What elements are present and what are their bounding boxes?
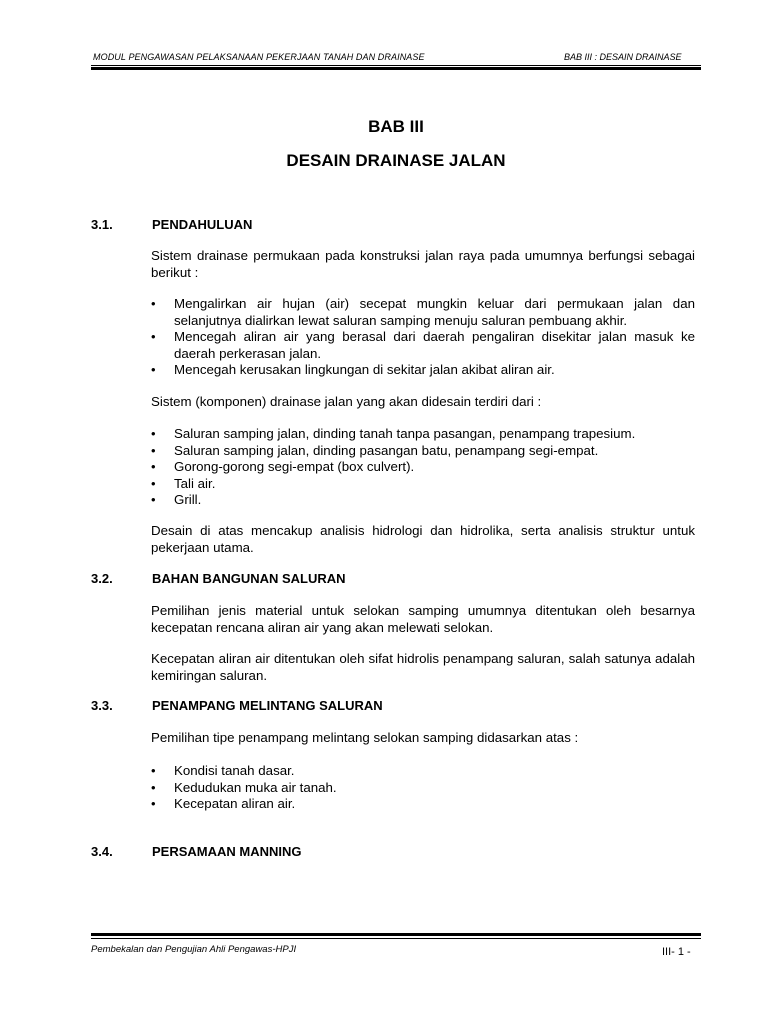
list-item — [151, 459, 695, 476]
footer-organization: Pembekalan dan Pengujian Ahli Pengawas-HPJI — [91, 944, 297, 955]
list-item-text: Kedudukan muka air tanah. — [174, 779, 337, 795]
list-item — [151, 780, 695, 797]
bullet-icon: • — [151, 796, 156, 811]
header-chapter-label: BAB III : DESAIN DRAINASE — [564, 52, 682, 62]
list-item-text: Kecepatan aliran air. — [174, 796, 296, 811]
bullet-icon: • — [151, 492, 156, 507]
paragraph: Pemilihan jenis material untuk selokan samping umumnya ditentukan oleh besarnya kecepatan rencana aliran air yang akan melewati selokan. — [151, 603, 695, 635]
list-item-text: Grill. — [174, 492, 202, 507]
bullet-icon: • — [151, 296, 156, 311]
list-item — [151, 492, 695, 509]
list-item — [151, 296, 695, 329]
bullet-icon: • — [151, 362, 156, 377]
bullet-icon: • — [151, 426, 156, 441]
paragraph: Desain di atas mencakup analisis hidrologi dan hidrolika, serta analisis struktur untuk pekerjaan utama. — [151, 523, 695, 555]
list-item-text: Kondisi tanah dasar. — [174, 763, 295, 778]
list-item — [151, 362, 695, 379]
list-item — [151, 426, 695, 443]
bullet-icon: • — [151, 475, 156, 491]
paragraph: Kecepatan aliran air ditentukan oleh sifat hidrolis penampang saluran, salah satunya adalah kemiringan saluran. — [151, 651, 695, 683]
section-number: 3.1. — [91, 217, 113, 232]
section-title: BAHAN BANGUNAN SALURAN — [152, 571, 346, 586]
list-item-text: Mencegah kerusakan lingkungan di sekitar jalan akibat aliran air. — [174, 362, 555, 377]
list-item — [151, 443, 695, 460]
header-rule-thick — [91, 67, 701, 70]
section-number: 3.2. — [91, 571, 113, 586]
list-item-text: Mengalirkan air hujan (air) secepat mungkin keluar dari permukaan jalan dan selanjutnya dialirkan lewat saluran samping menuju saluran pembuang akhir. — [174, 296, 695, 328]
paragraph: Pemilihan tipe penampang melintang selokan samping didasarkan atas : — [151, 730, 579, 745]
paragraph: Sistem drainase permukaan pada konstruksi jalan raya pada umumnya berfungsi sebagai berikut : — [151, 248, 695, 280]
bullet-icon: • — [151, 779, 156, 795]
bullet-icon: • — [151, 329, 156, 344]
list-item — [151, 329, 695, 362]
section-number: 3.4. — [91, 844, 113, 859]
list-item-text: Saluran samping jalan, dinding pasangan batu, penampang segi-empat. — [174, 442, 599, 458]
footer-rule-thin — [91, 938, 701, 939]
list-item-text: Gorong-gorong segi-empat (box culvert). — [174, 459, 415, 474]
bullet-list — [151, 763, 695, 813]
bullet-icon: • — [151, 763, 156, 778]
page-number: III- 1 - — [662, 946, 691, 958]
bullet-icon: • — [151, 459, 156, 474]
list-item-text: Saluran samping jalan, dinding tanah tanpa pasangan, penampang trapesium. — [174, 426, 636, 441]
list-item — [151, 796, 695, 813]
bullet-icon: • — [151, 442, 156, 458]
paragraph: Sistem (komponen) drainase jalan yang akan didesain terdiri dari : — [151, 394, 542, 409]
bullet-list — [151, 296, 695, 379]
list-item — [151, 763, 695, 780]
section-number: 3.3. — [91, 698, 113, 713]
footer-rule-thick — [91, 933, 701, 936]
section-title: PENAMPANG MELINTANG SALURAN — [152, 698, 383, 713]
page-header — [91, 52, 701, 66]
section-title: PERSAMAAN MANNING — [152, 844, 302, 859]
list-item-text: Mencegah aliran air yang berasal dari daerah pengaliran disekitar jalan masuk ke daerah perkerasan jalan. — [174, 329, 695, 361]
header-module-title: MODUL PENGAWASAN PELAKSANAAN PEKERJAAN TANAH DAN DRAINASE — [93, 52, 425, 62]
chapter-number: BAB III — [368, 117, 424, 136]
chapter-title: DESAIN DRAINASE JALAN — [286, 151, 506, 170]
list-item-text: Tali air. — [174, 475, 216, 491]
list-item — [151, 476, 695, 493]
bullet-list — [151, 426, 695, 509]
section-title: PENDAHULUAN — [152, 217, 253, 232]
header-rule-thin — [91, 65, 701, 66]
